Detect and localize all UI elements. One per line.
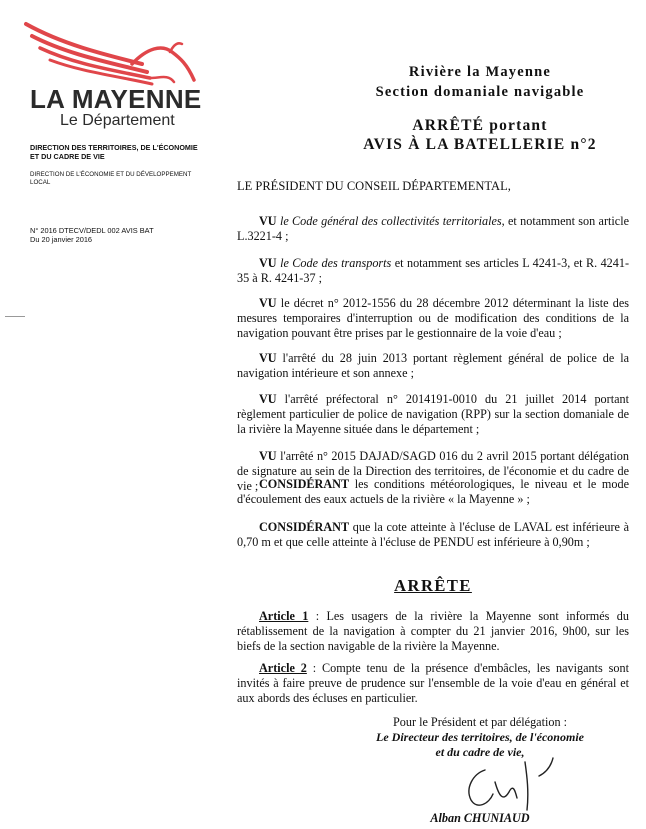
signatory-name: Alban CHUNIAUD	[430, 811, 530, 825]
consideration-paragraph: CONSIDÉRANT que la cote atteinte à l'écluse de LAVAL est inférieure à 0,70 m et que celle atteinte à l'écluse de PENDU est inférieure à 0,90m ;	[237, 520, 629, 549]
department-logo-icon	[22, 14, 197, 92]
brand-name: LA MAYENNE	[30, 84, 202, 114]
consideration-paragraph: VU le décret n° 2012-1556 du 28 décembre 2012 déterminant la liste des mesures temporaires d'interruption ou de modification des conditions de la navigation pouvant être prises par le gestionnaire de la voie d'eau ;	[237, 296, 629, 340]
reference-number: N° 2016 DTECV/DEDL 002 AVIS BAT	[30, 226, 154, 235]
signatory-title-cont: et du cadre de vie,	[435, 745, 525, 759]
brand-subtitle: Le Département	[60, 112, 175, 129]
consideration-paragraph: CONSIDÉRANT les conditions météorologiques, le niveau et le mode d'écoulement des eaux actuels de la rivière « la Mayenne » ;	[237, 477, 629, 506]
header-arrete: ARRÊTÉ portant	[412, 117, 548, 134]
direction-main: DIRECTION DES TERRITOIRES, DE L'ÉCONOMIE ET DU CADRE DE VIE	[30, 143, 198, 161]
direction-sub: DIRECTION DE L'ÉCONOMIE ET DU DÉVELOPPEMENT LOCAL	[30, 171, 192, 186]
consideration-paragraph: VU l'arrêté n° 2015 DAJAD/SAGD 016 du 2 avril 2015 portant délégation de signature au sein de la Direction des territoires, de l'économie et du cadre de vie ;	[237, 449, 629, 493]
consideration-paragraph: VU le Code des transports et notamment ses articles L 4241-3, et R. 4241-35 à R. 4241-37 ;	[237, 256, 630, 285]
header-avis: AVIS À LA BATELLERIE n°2	[363, 136, 597, 153]
reference-date: Du 20 janvier 2016	[30, 235, 93, 244]
decision-title: ARRÊTE	[394, 576, 472, 595]
president-line: LE PRÉSIDENT DU CONSEIL DÉPARTEMENTAL,	[237, 179, 511, 193]
margin-mark	[5, 316, 25, 317]
header-river: Rivière la Mayenne	[408, 64, 552, 80]
article-paragraph: Article 1 : Les usagers de la rivière la Mayenne sont informés du rétablissement de la navigation à compter du 21 janvier 2016, 9h00, sur les biefs de la section navigable de la rivière la Mayenne.	[237, 609, 629, 653]
handwritten-signature-icon	[455, 752, 585, 814]
article-paragraph: Article 2 : Compte tenu de la présence d'embâcles, les navigants sont invités à faire preuve de prudence sur l'ensemble de la voie d'eau en général et aux abords des écluses en particulier.	[237, 661, 629, 705]
consideration-paragraph: VU le Code général des collectivités territoriales, et notamment son article L.3221-4 ;	[237, 214, 629, 243]
reference-block	[30, 226, 205, 244]
consideration-paragraph: VU l'arrêté préfectoral n° 2014191-0010 du 21 juillet 2014 portant règlement particulier de police de navigation (RPP) sur la section domaniale de la rivière la Mayenne située dans le département ;	[237, 392, 629, 436]
delegation-line: Pour le Président et par délégation :	[393, 715, 567, 729]
signatory-title: Le Directeur des territoires, de l'économie	[376, 730, 584, 744]
header-section: Section domaniale navigable	[375, 84, 585, 100]
consideration-paragraph: VU l'arrêté du 28 juin 2013 portant règlement général de police de la navigation intérieure et son annexe ;	[237, 351, 629, 380]
